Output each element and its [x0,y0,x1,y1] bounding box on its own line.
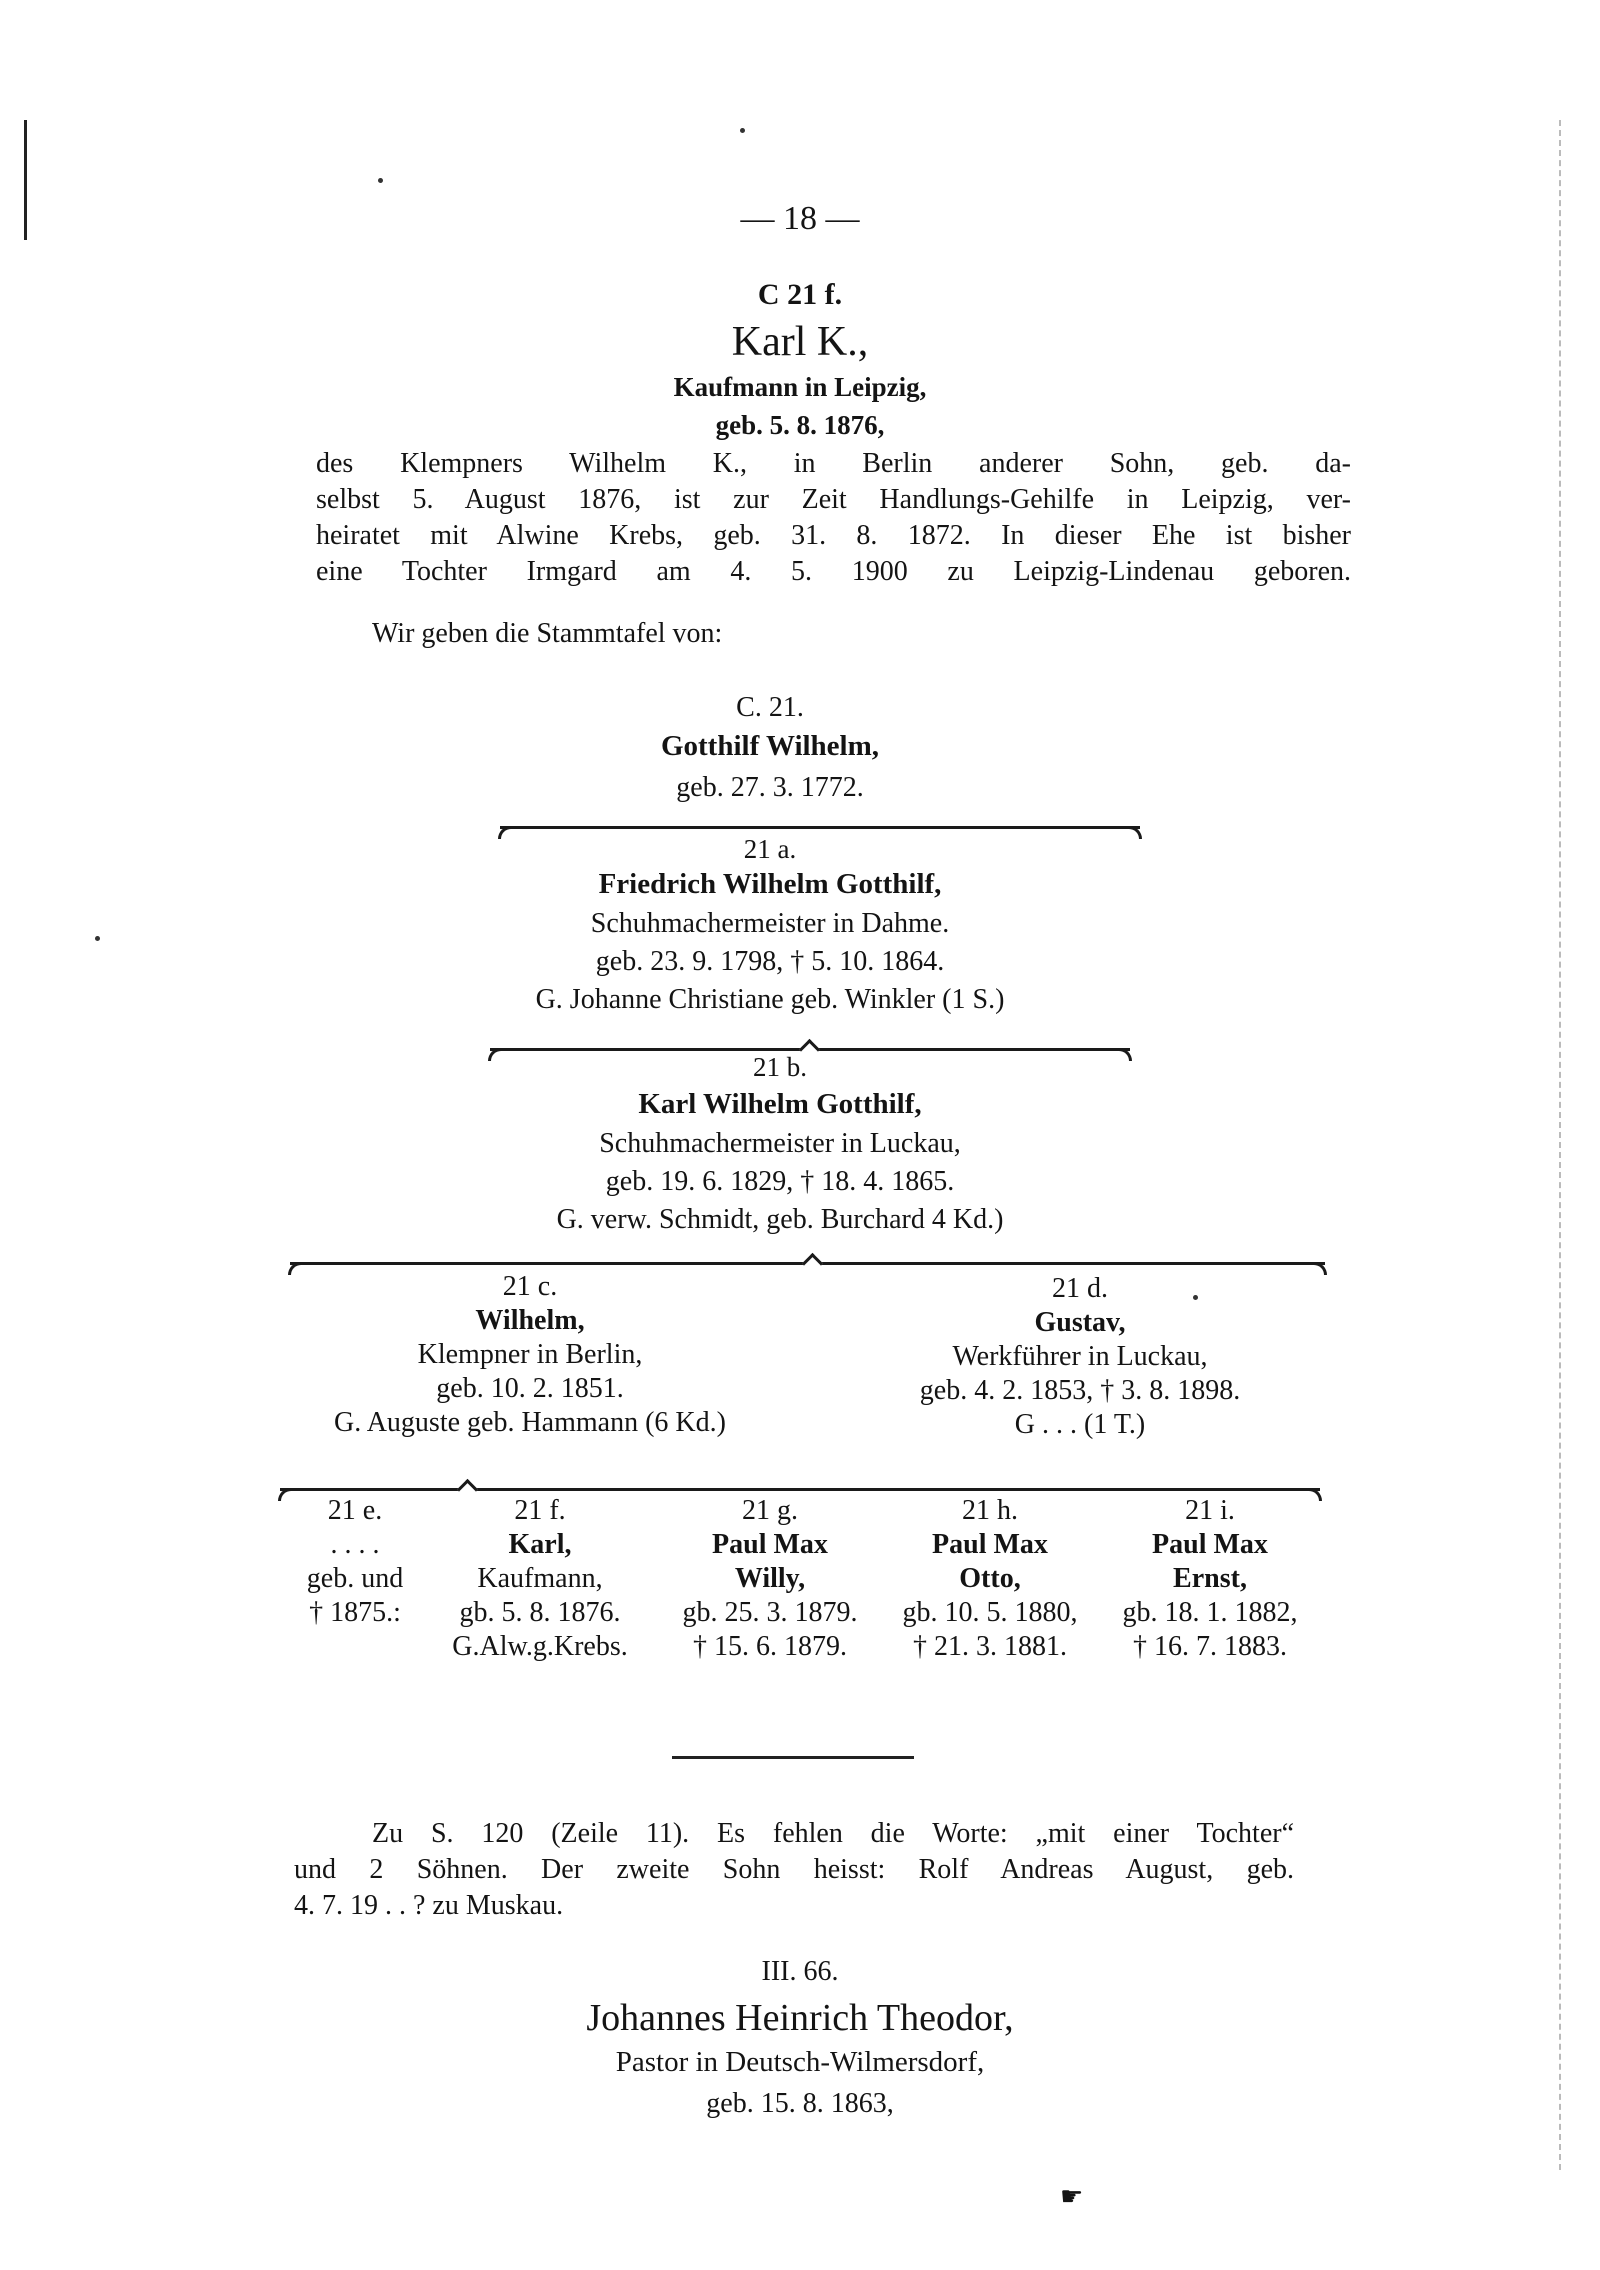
gen-21d-name: Gustav, [1034,1307,1126,1338]
child-line: geb. und [306,1563,404,1594]
entry-id: C 21 f. [757,278,843,311]
note-line: Zu S. 120 (Zeile 11). Es fehlen die Worte: „mit einer Tochter“ [372,1818,1294,1849]
paragraph-line: selbst 5. August 1876, ist zur Zeit Handlungs-Gehilfe in Leipzig, ver- [316,484,1351,515]
child-21h [880,1494,1100,1664]
root-name: Gotthilf Wilhelm, [660,730,880,762]
child-21e [270,1494,440,1630]
gen-21d-id: 21 d. [1052,1273,1108,1304]
gen-21a-dates: geb. 23. 9. 1798, † 5. 10. 1864. [595,946,945,977]
correction-note [294,1816,1294,1924]
child-id: 21 i. [1185,1495,1235,1526]
gen-21c-spouse: G. Auguste geb. Hammann (6 Kd.) [334,1407,726,1438]
gen-21d [830,1272,1330,1442]
child-id: 21 e. [327,1495,383,1526]
root-id: C. 21. [736,692,804,723]
entry-iii66-id: III. 66. [761,1956,839,1987]
gen-21c [270,1270,790,1440]
bracket-line [280,1488,1320,1491]
entry-name: Karl K., [731,319,869,365]
gen-21c-name: Wilhelm, [475,1305,585,1336]
gen-21c-id: 21 c. [502,1271,558,1302]
note-line: und 2 Söhnen. Der zweite Sohn heisst: Rolf Andreas August, geb. [294,1854,1294,1885]
biography-paragraph [316,446,1351,590]
root-born: geb. 27. 3. 1772. [676,772,864,803]
child-line: G.Alw.g.Krebs. [452,1631,628,1662]
child-name: Willy, [734,1563,806,1594]
scan-speck [378,178,383,183]
child-id: 21 f. [514,1495,566,1526]
gen-21a-id: 21 a. [743,834,797,864]
gen-21b-id: 21 b. [753,1052,807,1082]
entry-born: geb. 5. 8. 1876, [715,410,885,440]
child-id: 21 g. [742,1495,798,1526]
child-line: † 21. 3. 1881. [913,1631,1067,1662]
gen-21c-occupation: Klempner in Berlin, [417,1339,643,1370]
entry-iii66-born: geb. 15. 8. 1863, [706,2088,894,2119]
child-line: Kaufmann, [477,1563,603,1594]
child-name: Paul Max [1152,1529,1268,1560]
hand-pointer-ornament-icon: ☛ [1060,2182,1084,2211]
child-name: Otto, [959,1563,1021,1594]
section-divider [672,1756,914,1759]
gen-21d-spouse: G . . . (1 T.) [1014,1409,1146,1440]
gen-21a-name: Friedrich Wilhelm Gotthilf, [598,868,942,900]
gen-21b-spouse: G. verw. Schmidt, geb. Burchard 4 Kd.) [556,1204,1004,1235]
entry-iii66-name: Johannes Heinrich Theodor, [586,1997,1014,2039]
paragraph-line: des Klempners Wilhelm K., in Berlin anderer Sohn, geb. da- [316,448,1351,479]
scan-speck [740,128,745,133]
child-line: † 15. 6. 1879. [693,1631,847,1662]
child-id: 21 h. [962,1495,1018,1526]
entry-iii66-occupation: Pastor in Deutsch-Wilmersdorf, [615,2046,985,2078]
child-line: gb. 18. 1. 1882, [1122,1597,1298,1628]
scan-speck [1193,1295,1198,1300]
child-name: Ernst, [1173,1563,1247,1594]
note-line: 4. 7. 19 . . ? zu Muskau. [294,1890,564,1921]
gen-21a-spouse: G. Johanne Christiane geb. Winkler (1 S.) [535,984,1005,1015]
gen-21b-name: Karl Wilhelm Gotthilf, [638,1088,922,1120]
child-21f [420,1494,660,1664]
entry-occupation: Kaufmann in Leipzig, [673,372,927,402]
paragraph-line: heiratet mit Alwine Krebs, geb. 31. 8. 1872. In dieser Ehe ist bisher [316,520,1351,551]
child-name: Paul Max [712,1529,828,1560]
gen-21c-dates: geb. 10. 2. 1851. [436,1373,624,1404]
bracket-line [500,826,1140,829]
child-name: Paul Max [932,1529,1048,1560]
child-line: gb. 5. 8. 1876. [459,1597,621,1628]
gen-21d-occupation: Werkführer in Luckau, [952,1341,1208,1372]
bracket-line [490,1048,1130,1051]
gen-21b-occupation: Schuhmachermeister in Luckau, [599,1128,961,1159]
child-line: gb. 25. 3. 1879. [682,1597,858,1628]
bracket-line [290,1262,1325,1265]
gen-21d-dates: geb. 4. 2. 1853, † 3. 8. 1898. [919,1375,1241,1406]
child-name: . . . . [330,1529,380,1560]
child-line: † 1875.: [309,1597,401,1628]
child-line: † 16. 7. 1883. [1133,1631,1287,1662]
child-21g [660,1494,880,1664]
scan-speck [95,936,100,941]
paragraph-line: eine Tochter Irmgard am 4. 5. 1900 zu Leipzig-Lindenau geboren. [316,556,1351,587]
gen-21a-occupation: Schuhmachermeister in Dahme. [590,908,950,939]
page-number: — 18 — [740,200,860,237]
stammtafel-intro: Wir geben die Stammtafel von: [372,618,723,649]
child-line: gb. 10. 5. 1880, [902,1597,1078,1628]
child-21i [1100,1494,1320,1664]
gen-21b-dates: geb. 19. 6. 1829, † 18. 4. 1865. [605,1166,955,1197]
child-name: Karl, [508,1529,572,1560]
